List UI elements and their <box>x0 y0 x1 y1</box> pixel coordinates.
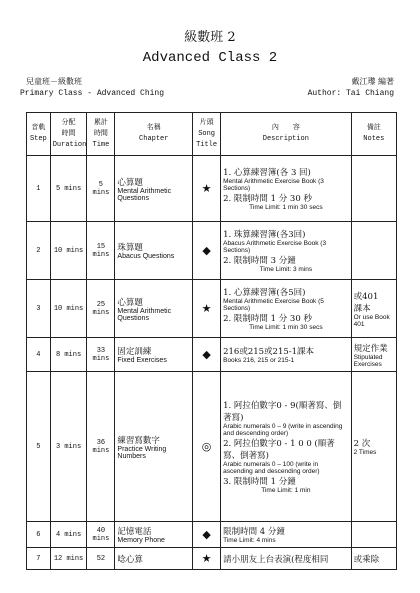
chapter-cell <box>115 280 193 338</box>
description-line: 3. 限制時間 1 分鐘 <box>223 477 296 487</box>
description-cell <box>221 222 352 280</box>
notes-line: 2 Times <box>353 449 377 456</box>
header-description: 內 容 Description <box>221 113 352 156</box>
header-song-title: 片頭 Song Title <box>193 113 221 156</box>
notes-cell <box>351 338 396 372</box>
chapter-cell <box>115 372 193 522</box>
page-title-english: Advanced Class 2 <box>142 50 278 66</box>
time-cell: 36 mins <box>87 372 115 522</box>
table-body <box>27 156 397 570</box>
time-cell: 25 mins <box>87 280 115 338</box>
notes-line: 規定作業 <box>353 343 388 354</box>
page-title-chinese: 級數班 2 <box>184 30 236 45</box>
description-line: Time Limit: 4 mins <box>223 537 276 544</box>
chapter-name-zh: 唸心算 <box>117 554 143 565</box>
chapter-name-en: Abacus Questions <box>117 253 175 260</box>
class-label-chinese: 兒童班－級數班 <box>26 77 82 86</box>
notes-line: 或乘除 <box>353 554 380 565</box>
chapter-cell <box>115 222 193 280</box>
description-line: 1. 心算練習簿(各5回) <box>223 288 306 298</box>
chapter-name-zh: 記憶電話 <box>117 527 152 537</box>
chapter-name-zh: 珠算題 <box>117 243 143 253</box>
header-duration: 分配 時間 Duration <box>50 113 87 156</box>
schedule-table <box>26 112 397 570</box>
time-cell: 5 mins <box>87 156 115 222</box>
description-line: 2. 限制時間 1 分 30 秒 <box>223 314 312 324</box>
description-line: Arabic numerals 0 – 100 (write in ascending and descending order) <box>223 461 320 475</box>
table-row <box>27 222 397 280</box>
chapter-name-zh: 練習寫數字 <box>117 435 160 446</box>
step-cell: 1 <box>27 156 51 222</box>
notes-cell <box>351 222 396 280</box>
description-line: 1. 阿拉伯數字0 - 9(順著寫、倒著寫) <box>223 401 342 423</box>
description-line: 限制時間 4 分鐘 <box>223 527 285 537</box>
notes-cell <box>351 156 396 222</box>
chapter-name-en: Mental Arithmetic Questions <box>117 307 172 322</box>
notes-line: 2 次 <box>353 439 371 449</box>
notes-cell <box>351 548 396 570</box>
chapter-cell <box>115 522 193 548</box>
chapter-name-en: Mental Arithmetic Questions <box>117 187 172 202</box>
duration-cell: 10 mins <box>50 222 87 280</box>
description-line: 2. 阿拉伯數字0 - 1 0 0 (順著寫、倒著寫) <box>223 439 335 461</box>
chapter-name-en: Fixed Exercises <box>117 357 167 364</box>
table-row <box>27 156 397 222</box>
notes-cell <box>351 280 396 338</box>
duration-cell: 10 mins <box>50 280 87 338</box>
step-cell: 7 <box>27 548 51 570</box>
step-cell: 2 <box>27 222 51 280</box>
song-title-symbol: ◆ <box>193 522 221 548</box>
duration-cell: 5 mins <box>50 156 87 222</box>
chapter-cell <box>115 156 193 222</box>
description-line: 216或215或215-1課本 <box>223 347 315 357</box>
song-title-symbol: ◆ <box>193 338 221 372</box>
description-line: Time Limit: 1 min 30 secs <box>249 204 323 211</box>
description-line: Mental Arithmetic Exercise Book (5 Sections) <box>223 298 324 312</box>
class-label-english: Primary Class - Advanced Ching <box>20 89 165 98</box>
duration-cell: 8 mins <box>50 338 87 372</box>
chapter-name-zh: 心算題 <box>117 177 143 188</box>
description-line: 2. 限制時間 1 分 30 秒 <box>223 194 312 204</box>
description-line: Books 216, 215 or 215-1 <box>223 357 295 364</box>
time-cell: 40 mins <box>87 522 115 548</box>
chapter-cell <box>115 548 193 570</box>
table-row <box>27 548 397 570</box>
description-cell <box>221 338 352 372</box>
time-cell: 15 mins <box>87 222 115 280</box>
header-notes: 備註 Notes <box>351 113 396 156</box>
author-label-chinese: 戴江瓈 編著 <box>351 77 394 86</box>
duration-cell: 12 mins <box>50 548 87 570</box>
song-title-symbol: ◎ <box>193 372 221 522</box>
description-line: 1. 珠算練習簿(各3回) <box>223 230 306 240</box>
song-title-symbol: ★ <box>193 280 221 338</box>
description-cell <box>221 280 352 338</box>
description-line: Time Limit: 1 min 30 secs <box>249 324 323 331</box>
notes-line: 或401 <box>353 291 379 302</box>
notes-line: Or use Book 401 <box>353 313 390 328</box>
notes-line: Stipulated Exercises <box>353 353 383 368</box>
description-cell <box>221 372 352 522</box>
song-title-symbol: ★ <box>193 156 221 222</box>
table-row <box>27 280 397 338</box>
table-row <box>27 372 397 522</box>
table-row <box>27 522 397 548</box>
step-cell: 4 <box>27 338 51 372</box>
description-line: 請小朋友上台表演(程度相同 <box>223 554 329 565</box>
header-chapter: 名稱 Chapter <box>115 113 193 156</box>
description-line: Mental Arithmetic Exercise Book (3 Sections) <box>223 178 324 192</box>
song-title-symbol: ★ <box>193 548 221 570</box>
author-label-english: Author: Tai Chiang <box>307 89 394 98</box>
notes-cell <box>351 522 396 548</box>
notes-line: 課本 <box>353 303 371 314</box>
duration-cell: 4 mins <box>50 522 87 548</box>
duration-cell: 3 mins <box>50 372 87 522</box>
notes-cell <box>351 372 396 522</box>
description-cell <box>221 522 352 548</box>
time-cell: 52 <box>87 548 115 570</box>
description-line: Arabic numerals 0 – 9 (write in ascending and descending order) <box>223 423 343 437</box>
table-header-row <box>27 113 397 156</box>
table-row <box>27 338 397 372</box>
description-cell <box>221 548 352 570</box>
description-line: Abacus Arithmetic Exercise Book (3 Sections) <box>223 240 327 254</box>
chapter-cell <box>115 338 193 372</box>
time-cell: 33 mins <box>87 338 115 372</box>
description-line: Time Limit: 3 mins <box>259 266 313 273</box>
description-line: 2. 限制時間 3 分鐘 <box>223 256 296 266</box>
chapter-name-zh: 心算題 <box>117 297 143 308</box>
step-cell: 3 <box>27 280 51 338</box>
step-cell: 5 <box>27 372 51 522</box>
description-line: 1. 心算練習簿(各 3 回) <box>223 168 311 178</box>
description-cell <box>221 156 352 222</box>
chapter-name-en: Practice Writing Numbers <box>117 445 167 460</box>
step-cell: 6 <box>27 522 51 548</box>
song-title-symbol: ◆ <box>193 222 221 280</box>
header-step: 音軌 Step <box>27 113 51 156</box>
header-time: 累計 時間 Time <box>87 113 115 156</box>
description-line: Time Limit: 1 min <box>261 487 311 494</box>
chapter-name-zh: 固定訓練 <box>117 347 152 357</box>
chapter-name-en: Memory Phone <box>117 537 165 544</box>
